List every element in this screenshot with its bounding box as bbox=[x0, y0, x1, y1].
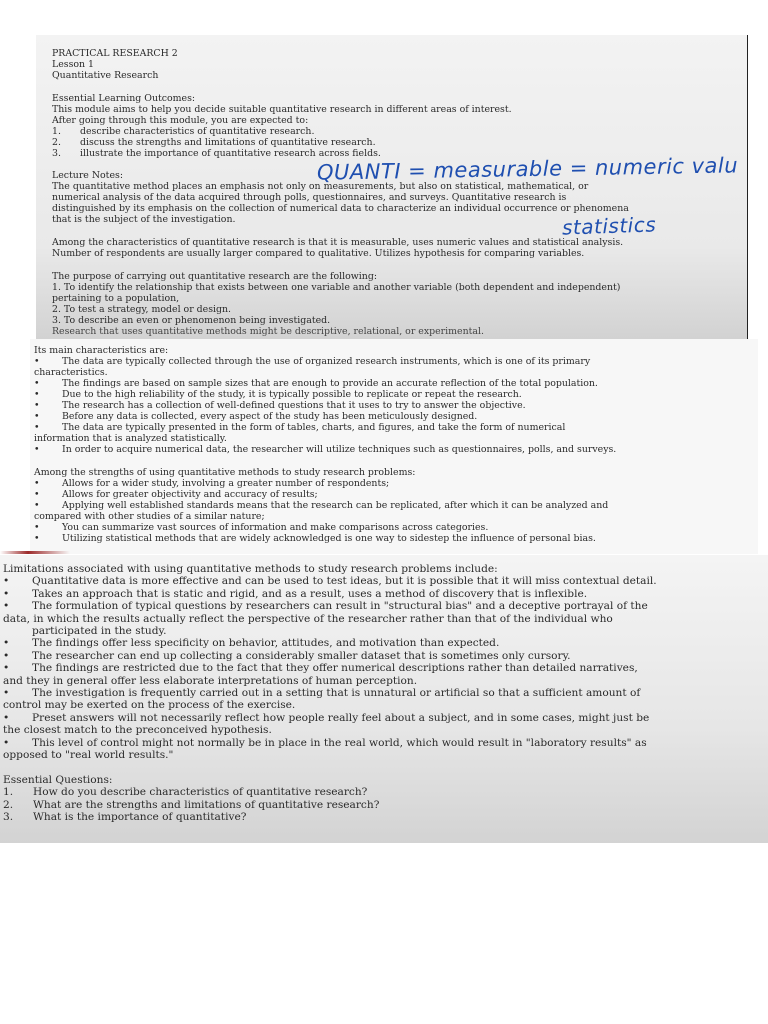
strength-item bbox=[34, 489, 318, 500]
characteristic-item bbox=[34, 378, 598, 389]
purpose-line: pertaining to a population, bbox=[52, 293, 180, 304]
bullet: • bbox=[3, 649, 10, 662]
bullet: • bbox=[3, 637, 10, 650]
question-item bbox=[3, 786, 368, 799]
limitation-text: The findings are restricted due to the fact that they offer numerical descriptions rather than detailed narratives, bbox=[32, 662, 638, 675]
lesson-label: Lesson 1 bbox=[52, 59, 95, 70]
bullet: • bbox=[3, 687, 10, 699]
outcome-number: 1. bbox=[52, 126, 61, 137]
limitation-text: The researcher can end up collecting a considerably smaller dataset that is sometimes only cursory. bbox=[32, 649, 571, 662]
course-title: PRACTICAL RESEARCH 2 bbox=[52, 48, 178, 59]
characteristic-text: characteristics. bbox=[34, 367, 108, 378]
limitations-heading: Limitations associated with using quantitative methods to study research problems include: bbox=[3, 563, 498, 575]
purpose-line: Research that uses quantitative methods might be descriptive, relational, or experimental. bbox=[52, 326, 484, 337]
characteristic-item bbox=[34, 411, 478, 422]
strength-text: Utilizing statistical methods that are widely acknowledged is one way to sidestep the influence of personal bias. bbox=[62, 533, 596, 544]
limitation-text: the closest match to the preconceived hypothesis. bbox=[3, 724, 272, 737]
bullet: • bbox=[34, 478, 40, 489]
question-number: 2. bbox=[3, 798, 14, 811]
bullet: • bbox=[3, 587, 10, 600]
lecture-line: that is the subject of the investigation. bbox=[52, 214, 236, 225]
bullet: • bbox=[34, 422, 40, 433]
strength-item bbox=[34, 533, 596, 544]
limitation-text: and they in general offer less elaborate interpretations of human perception. bbox=[3, 674, 418, 687]
limitation-item bbox=[3, 587, 588, 600]
lecture-line: numerical analysis of the data acquired through polls, questionnaires, and surveys. Quantitative research is bbox=[52, 192, 567, 203]
question-item bbox=[3, 798, 380, 811]
characteristic-item bbox=[34, 444, 617, 455]
strengths-heading: Among the strengths of using quantitative methods to study research problems: bbox=[34, 467, 416, 478]
outcomes-intro: This module aims to help you decide suitable quantitative research in different areas of interest. bbox=[52, 104, 512, 115]
limitation-item bbox=[3, 637, 500, 650]
limitation-text: participated in the study. bbox=[32, 625, 167, 637]
lecture-heading: Lecture Notes: bbox=[52, 170, 123, 181]
bullet: • bbox=[3, 736, 10, 749]
bullet: • bbox=[3, 575, 10, 588]
purpose-line: 3. To describe an even or phenomenon being investigated. bbox=[52, 315, 331, 326]
limitation-text: The investigation is frequently carried out in a setting that is unnatural or artificial so that a sufficient amount of bbox=[32, 687, 641, 699]
page-photo-middle bbox=[30, 339, 758, 554]
outcome-item bbox=[52, 126, 315, 137]
strength-item bbox=[34, 478, 390, 489]
questions-heading: Essential Questions: bbox=[3, 774, 113, 786]
limitation-text: The findings offer less specificity on behavior, attitudes, and motivation than expected. bbox=[32, 637, 500, 650]
characteristic-text: Before any data is collected, every aspect of the study has been meticulously designed. bbox=[62, 411, 478, 422]
purpose-heading: The purpose of carrying out quantitative research are the following: bbox=[52, 271, 377, 282]
page-photo-bottom bbox=[0, 555, 768, 843]
question-text: What are the strengths and limitations of quantitative research? bbox=[33, 798, 380, 811]
characteristic-text: The research has a collection of well-defined questions that it uses to try to answer the objective. bbox=[62, 400, 526, 411]
outcome-text: describe characteristics of quantitative research. bbox=[80, 126, 315, 137]
limitation-item bbox=[3, 649, 571, 662]
limitation-text: Quantitative data is more effective and can be used to test ideas, but it is possible that it will miss contextual detail. bbox=[32, 575, 657, 588]
bullet: • bbox=[34, 522, 40, 533]
bullet: • bbox=[3, 600, 10, 613]
characteristic-text: Due to the high reliability of the study, it is typically possible to replicate or repeat the research. bbox=[62, 389, 522, 400]
characteristics-heading: Its main characteristics are: bbox=[34, 345, 169, 356]
lecture-line: Number of respondents are usually larger compared to qualitative. Utilizes hypothesis for comparing variables. bbox=[52, 248, 585, 259]
handwritten-note: statistics bbox=[561, 212, 657, 240]
lecture-line: The quantitative method places an emphasis not only on measurements, but also on statistical, mathematical, or bbox=[52, 181, 589, 192]
bullet: • bbox=[3, 711, 10, 724]
red-mark bbox=[0, 551, 70, 554]
bullet: • bbox=[34, 356, 40, 367]
limitation-text: This level of control might not normally be in place in the real world, which would result in "laboratory results" as bbox=[32, 736, 647, 749]
characteristic-text: The data are typically collected through the use of organized research instruments, which is one of its primary bbox=[62, 356, 591, 367]
question-text: How do you describe characteristics of quantitative research? bbox=[33, 786, 368, 799]
bullet: • bbox=[3, 662, 10, 675]
purpose-line: 2. To test a strategy, model or design. bbox=[52, 304, 232, 315]
question-text: What is the importance of quantitative? bbox=[33, 811, 247, 824]
strength-text: Allows for a wider study, involving a greater number of respondents; bbox=[62, 478, 390, 489]
lecture-line: distinguished by its emphasis on the collection of numerical data to characterize an individual occurrence or phenomena bbox=[52, 203, 629, 214]
strength-text: compared with other studies of a similar nature; bbox=[34, 511, 265, 522]
lecture-line: Among the characteristics of quantitative research is that it is measurable, uses numeric values and statistical analysis. bbox=[52, 237, 624, 248]
bullet: • bbox=[34, 378, 40, 389]
limitation-text: Takes an approach that is static and rigid, and as a result, uses a method of discovery that is inflexible. bbox=[32, 587, 588, 600]
bullet: • bbox=[34, 411, 40, 422]
limitation-item bbox=[3, 600, 648, 613]
bullet: • bbox=[34, 444, 40, 455]
outcome-text: discuss the strengths and limitations of quantitative research. bbox=[80, 137, 376, 148]
page-photo-top bbox=[36, 35, 748, 339]
outcome-item bbox=[52, 148, 381, 159]
bullet: • bbox=[34, 400, 40, 411]
outcome-number: 2. bbox=[52, 137, 61, 148]
characteristic-text: The data are typically presented in the form of tables, charts, and figures, and take the form of numerical bbox=[62, 422, 566, 433]
strength-text: Allows for greater objectivity and accuracy of results; bbox=[62, 489, 318, 500]
handwritten-note: QUANTI = measurable = numeric valu bbox=[316, 153, 739, 185]
topic-label: Quantitative Research bbox=[52, 70, 159, 81]
characteristic-item bbox=[34, 422, 566, 433]
outcome-text: illustrate the importance of quantitative research across fields. bbox=[80, 148, 381, 159]
characteristic-text: In order to acquire numerical data, the researcher will utilize techniques such as questionnaires, polls, and surveys. bbox=[62, 444, 617, 455]
strength-item bbox=[34, 500, 609, 511]
bullet: • bbox=[34, 500, 40, 511]
outcomes-lead: After going through this module, you are expected to: bbox=[52, 115, 309, 126]
limitation-item bbox=[3, 687, 641, 699]
characteristic-item bbox=[34, 356, 591, 367]
strength-text: Applying well established standards means that the research can be replicated, after which it can be analyzed and bbox=[62, 500, 609, 511]
outcomes-heading: Essential Learning Outcomes: bbox=[52, 93, 196, 104]
question-item bbox=[3, 811, 247, 824]
outcome-item bbox=[52, 137, 376, 148]
question-number: 3. bbox=[3, 811, 14, 824]
limitation-item bbox=[3, 662, 638, 675]
question-number: 1. bbox=[3, 786, 14, 799]
characteristic-text: information that is analyzed statistically. bbox=[34, 433, 227, 444]
purpose-line: 1. To identify the relationship that exists between one variable and another variable (both dependent and independent) bbox=[52, 282, 621, 293]
characteristic-item bbox=[34, 400, 526, 411]
outcome-number: 3. bbox=[52, 148, 61, 159]
bullet: • bbox=[34, 533, 40, 544]
strength-text: You can summarize vast sources of information and make comparisons across categories. bbox=[62, 522, 489, 533]
strength-item bbox=[34, 522, 489, 533]
limitation-text: control may be exerted on the process of the exercise. bbox=[3, 699, 296, 712]
limitation-text: Preset answers will not necessarily reflect how people really feel about a subject, and in some cases, might just be bbox=[32, 711, 650, 724]
bullet: • bbox=[34, 489, 40, 500]
bullet: • bbox=[34, 389, 40, 400]
limitation-text: opposed to "real world results." bbox=[3, 749, 174, 761]
limitation-item bbox=[3, 575, 657, 588]
characteristic-item bbox=[34, 389, 522, 400]
limitation-text: data, in which the results actually reflect the perspective of the researcher rather than that of the individual who bbox=[3, 612, 613, 625]
limitation-item bbox=[3, 736, 647, 749]
characteristic-text: The findings are based on sample sizes that are enough to provide an accurate reflection of the total population. bbox=[62, 378, 598, 389]
limitation-text: The formulation of typical questions by researchers can result in "structural bias" and a deceptive portrayal of the bbox=[32, 600, 648, 613]
limitation-item bbox=[3, 711, 650, 724]
